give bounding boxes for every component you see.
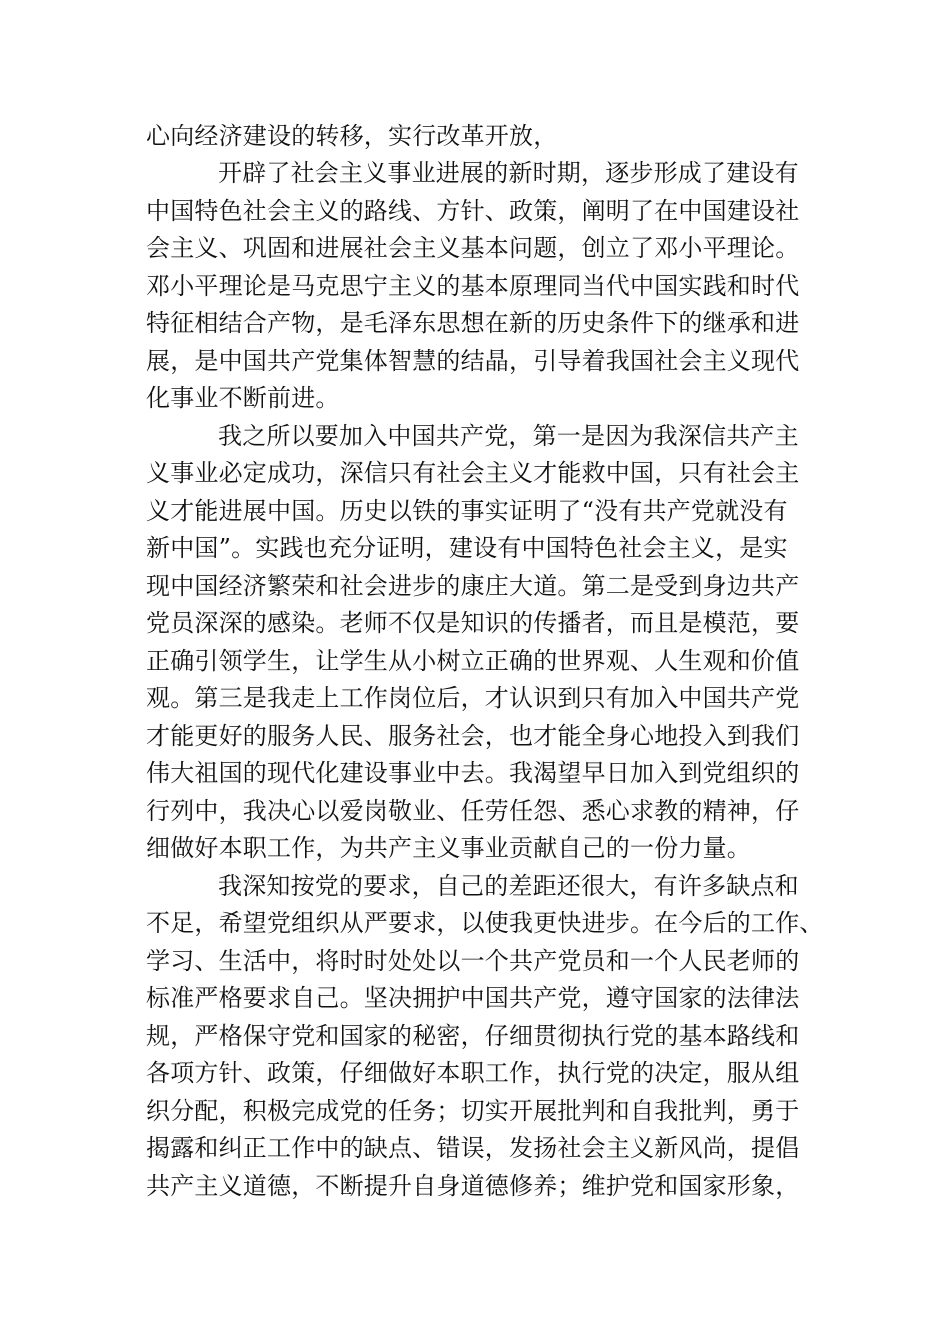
paragraph-first-line: 我之所以要加入中国共产党，第一是因为我深信共产主 [218,422,799,450]
text-line: 化事业不断前进。 [146,384,340,412]
text-line: 现中国经济繁荣和社会进步的康庄大道。第二是受到身边共产 [146,572,800,600]
text-line: 揭露和纠正工作中的缺点、错误，发扬社会主义新风尚，提倡 [146,1134,800,1162]
text-line: 标准严格要求自己。坚决拥护中国共产党，遵守国家的法律法 [146,984,800,1012]
text-line: 展，是中国共产党集体智慧的结晶，引导着我国社会主义现代 [146,347,800,375]
text-line: 正确引领学生，让学生从小树立正确的世界观、人生观和价值 [146,647,800,675]
text-line: 特征相结合产物，是毛泽东思想在新的历史条件下的继承和进 [146,309,800,337]
text-line: 织分配，积极完成党的任务；切实开展批判和自我批判，勇于 [146,1097,800,1125]
text-line: 会主义、巩固和进展社会主义基本问题，创立了邓小平理论。 [146,234,800,262]
text-line: 新中国”。实践也充分证明，建设有中国特色社会主义，是实 [146,534,788,562]
text-line: 伟大祖国的现代化建设事业中去。我渴望早日加入到党组织的 [146,759,800,787]
text-line: 共产主义道德，不断提升自身道德修养；维护党和国家形象， [146,1172,800,1200]
text-line: 义才能进展中国。历史以铁的事实证明了“没有共产党就没有 [146,497,788,525]
text-line: 党员深深的感染。老师不仅是知识的传播者，而且是模范，要 [146,609,800,637]
text-line: 中国特色社会主义的路线、方针、政策，阐明了在中国建设社 [146,197,800,225]
text-line: 行列中，我决心以爱岗敬业、任劳任怨、悉心求教的精神，仔 [146,797,800,825]
text-line: 邓小平理论是马克思宁主义的基本原理同当代中国实践和时代 [146,272,800,300]
text-line: 义事业必定成功，深信只有社会主义才能救中国，只有社会主 [146,459,800,487]
paragraph-first-line: 我深知按党的要求，自己的差距还很大，有许多缺点和 [218,872,799,900]
text-line: 不足，希望党组织从严要求，以使我更快进步。在今后的工作、 [146,909,824,937]
text-line: 心向经济建设的转移，实行改革开放， [146,122,558,150]
text-line: 细做好本职工作，为共产主义事业贡献自己的一份力量。 [146,834,751,862]
text-line: 各项方针、政策，仔细做好本职工作，执行党的决定，服从组 [146,1059,800,1087]
text-line: 学习、生活中，将时时处处以一个共产党员和一个人民老师的 [146,947,800,975]
text-line: 规，严格保守党和国家的秘密，仔细贯彻执行党的基本路线和 [146,1022,800,1050]
paragraph-first-line: 开辟了社会主义事业进展的新时期，逐步形成了建设有 [218,159,799,187]
text-line: 观。第三是我走上工作岗位后，才认识到只有加入中国共产党 [146,684,800,712]
text-line: 才能更好的服务人民、服务社会，也才能全身心地投入到我们 [146,722,800,750]
